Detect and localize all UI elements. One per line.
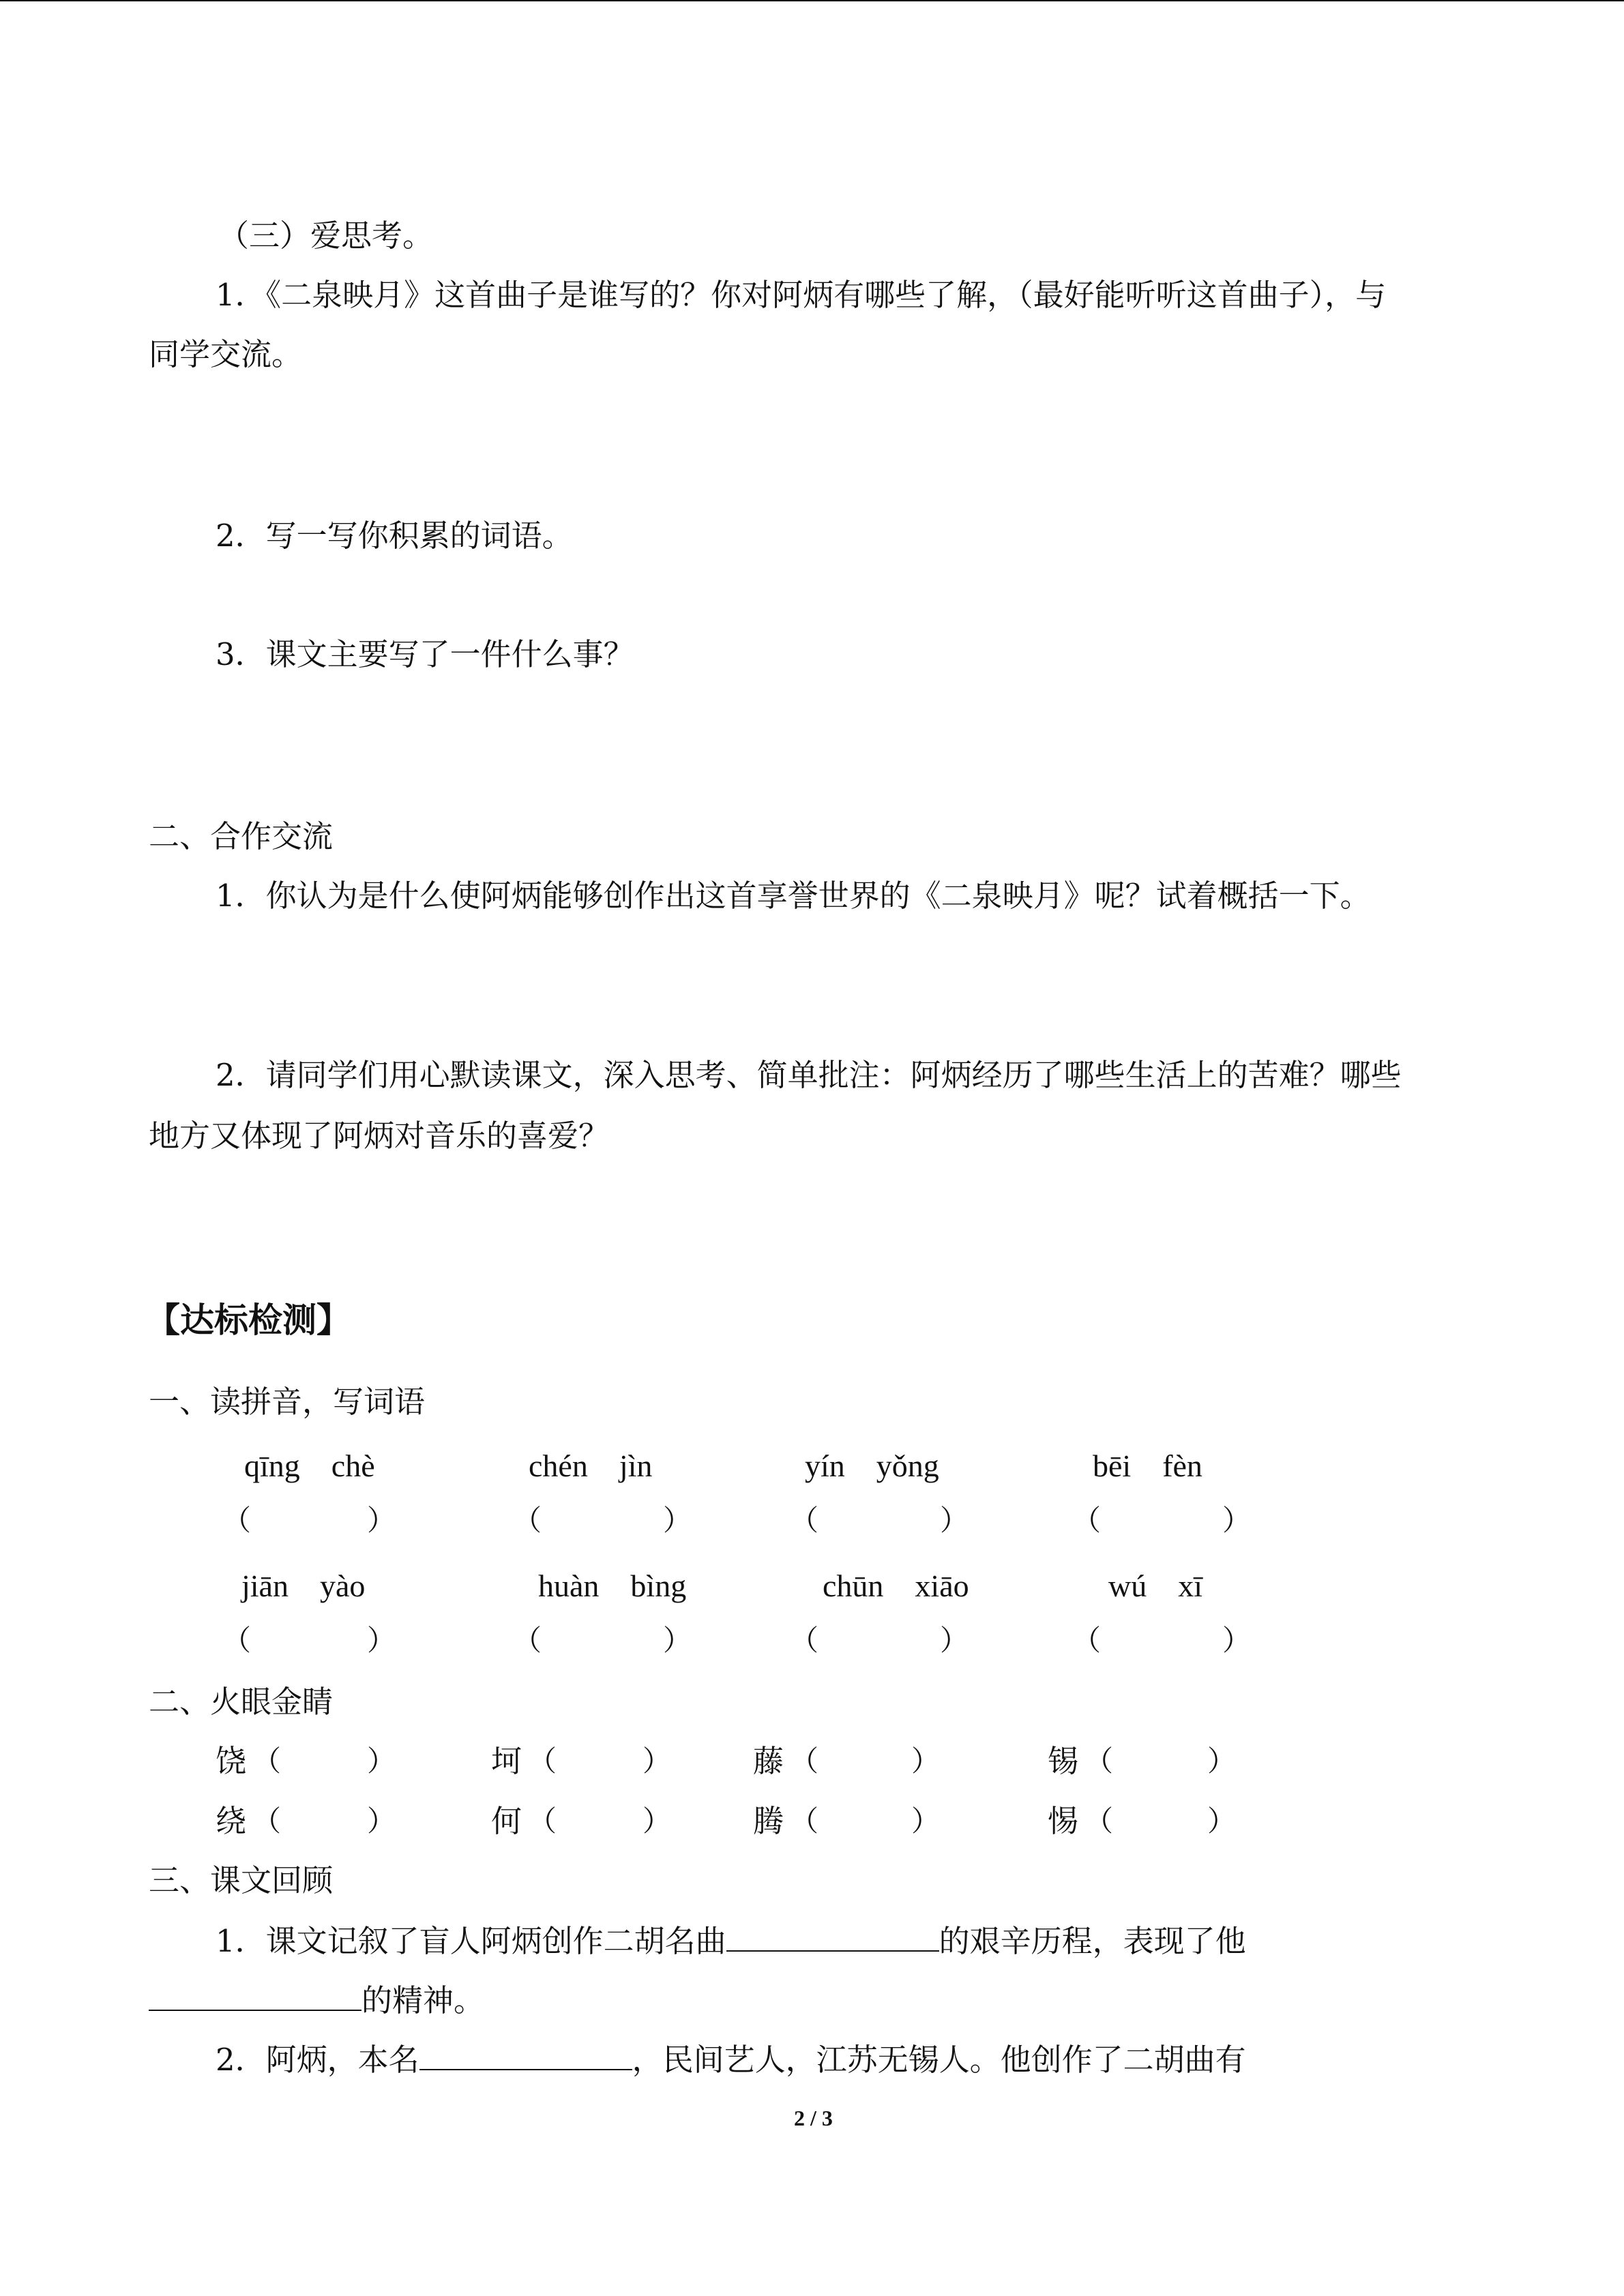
pinyin-4: bēi fèn <box>1093 1448 1202 1483</box>
answer-bracket-close: ） <box>367 1804 396 1838</box>
character-2: 坷 <box>491 1743 522 1779</box>
answer-bracket-open: （ <box>790 1744 819 1778</box>
answer-bracket-close: ） <box>1207 1744 1237 1778</box>
character-6: 何 <box>491 1803 522 1839</box>
section3-question-1-line-2: 同学交流。 <box>149 336 303 372</box>
answer-bracket-close: ） <box>911 1804 941 1838</box>
cooperation-question-2-line-2: 地方又体现了阿炳对音乐的喜爱？ <box>149 1118 610 1154</box>
pinyin-7: chūn xiāo <box>823 1568 969 1603</box>
section3-heading: （三）爱思考。 <box>218 218 434 254</box>
pinyin-5: jiān yào <box>241 1568 366 1603</box>
answer-bracket-close: ） <box>940 1504 969 1537</box>
cooperation-question-2-line-1: 2．请同学们用心默读课文，深入思考、简单批注：阿炳经历了哪些生活上的苦难？哪些 <box>216 1057 1402 1093</box>
answer-bracket-open: （ <box>252 1804 282 1838</box>
answer-bracket-open: （ <box>528 1804 557 1838</box>
answer-bracket-close: ） <box>643 1804 672 1838</box>
answer-bracket-open: （ <box>790 1804 819 1838</box>
section3-question-1-line-1: 1．《二泉映月》这首曲子是谁写的？你对阿炳有哪些了解，（最好能听听这首曲子），与 <box>216 277 1387 313</box>
test-section-title: 【达标检测】 <box>146 1300 351 1340</box>
answer-bracket-open: （ <box>1084 1804 1114 1838</box>
pinyin-2: chén jìn <box>529 1448 653 1483</box>
review-q2-text-a: 2．阿炳，本名 <box>216 2042 419 2078</box>
character-7: 腾 <box>753 1803 784 1839</box>
answer-bracket-open: （ <box>1084 1744 1114 1778</box>
answer-bracket-open: （ <box>222 1504 252 1537</box>
review-q2-text-b: ，民间艺人，江苏无锡人。他创作了二胡曲有 <box>632 2042 1246 2078</box>
section3-question-2: 2．写一写你积累的词语。 <box>216 518 573 554</box>
answer-bracket-open: （ <box>528 1744 557 1778</box>
review-q1-text-b: 的艰辛历程，表现了他 <box>939 1923 1246 1959</box>
answer-bracket-close: ） <box>367 1624 396 1657</box>
page-number: 2 / 3 <box>794 2106 833 2130</box>
answer-bracket-close: ） <box>1222 1624 1252 1657</box>
answer-bracket-open: （ <box>790 1504 819 1537</box>
answer-bracket-open: （ <box>1072 1624 1102 1657</box>
answer-bracket-open: （ <box>1072 1504 1102 1537</box>
cooperation-heading: 二、合作交流 <box>149 818 334 854</box>
pinyin-1: qīng chè <box>244 1448 375 1483</box>
answer-bracket-close: ） <box>1222 1504 1252 1537</box>
section3-question-3: 3．课文主要写了一件什么事？ <box>216 636 634 672</box>
character-5: 绕 <box>216 1803 247 1839</box>
pinyin-3: yín yǒng <box>805 1448 939 1483</box>
character-4: 锡 <box>1048 1743 1079 1779</box>
pinyin-6: huàn bìng <box>538 1568 687 1603</box>
answer-bracket-open: （ <box>252 1744 282 1778</box>
character-8: 惕 <box>1048 1803 1079 1839</box>
top-border-line <box>0 0 1624 1</box>
review-heading: 三、课文回顾 <box>149 1862 334 1898</box>
review-q1-text-c: 的精神。 <box>361 1982 485 2018</box>
answer-bracket-close: ） <box>367 1504 396 1537</box>
pinyin-exercise-heading: 一、读拼音，写词语 <box>149 1384 426 1420</box>
answer-bracket-open: （ <box>513 1624 542 1657</box>
fill-blank[interactable] <box>726 1920 939 1952</box>
character-3: 藤 <box>753 1743 784 1779</box>
answer-bracket-close: ） <box>911 1744 941 1778</box>
review-question-1-line-2 <box>149 1980 484 2021</box>
answer-bracket-close: ） <box>663 1504 692 1537</box>
pinyin-8: wú xī <box>1108 1568 1202 1603</box>
character-exercise-heading: 二、火眼金睛 <box>149 1684 334 1720</box>
answer-bracket-close: ） <box>940 1624 969 1657</box>
answer-bracket-open: （ <box>513 1504 542 1537</box>
answer-bracket-close: ） <box>367 1744 396 1778</box>
review-question-1-line-1 <box>216 1920 1246 1962</box>
review-question-2 <box>216 2039 1246 2081</box>
cooperation-question-1: 1．你认为是什么使阿炳能够创作出这首享誉世界的《二泉映月》呢？试着概括一下。 <box>216 878 1371 914</box>
answer-bracket-close: ） <box>643 1744 672 1778</box>
review-q1-text-a: 1．课文记叙了盲人阿炳创作二胡名曲 <box>216 1923 726 1959</box>
character-1: 饶 <box>216 1743 247 1779</box>
answer-bracket-close: ） <box>1207 1804 1237 1838</box>
answer-bracket-open: （ <box>222 1624 252 1657</box>
answer-bracket-open: （ <box>790 1624 819 1657</box>
fill-blank[interactable] <box>419 2039 632 2070</box>
fill-blank[interactable] <box>149 1980 361 2011</box>
answer-bracket-close: ） <box>663 1624 692 1657</box>
